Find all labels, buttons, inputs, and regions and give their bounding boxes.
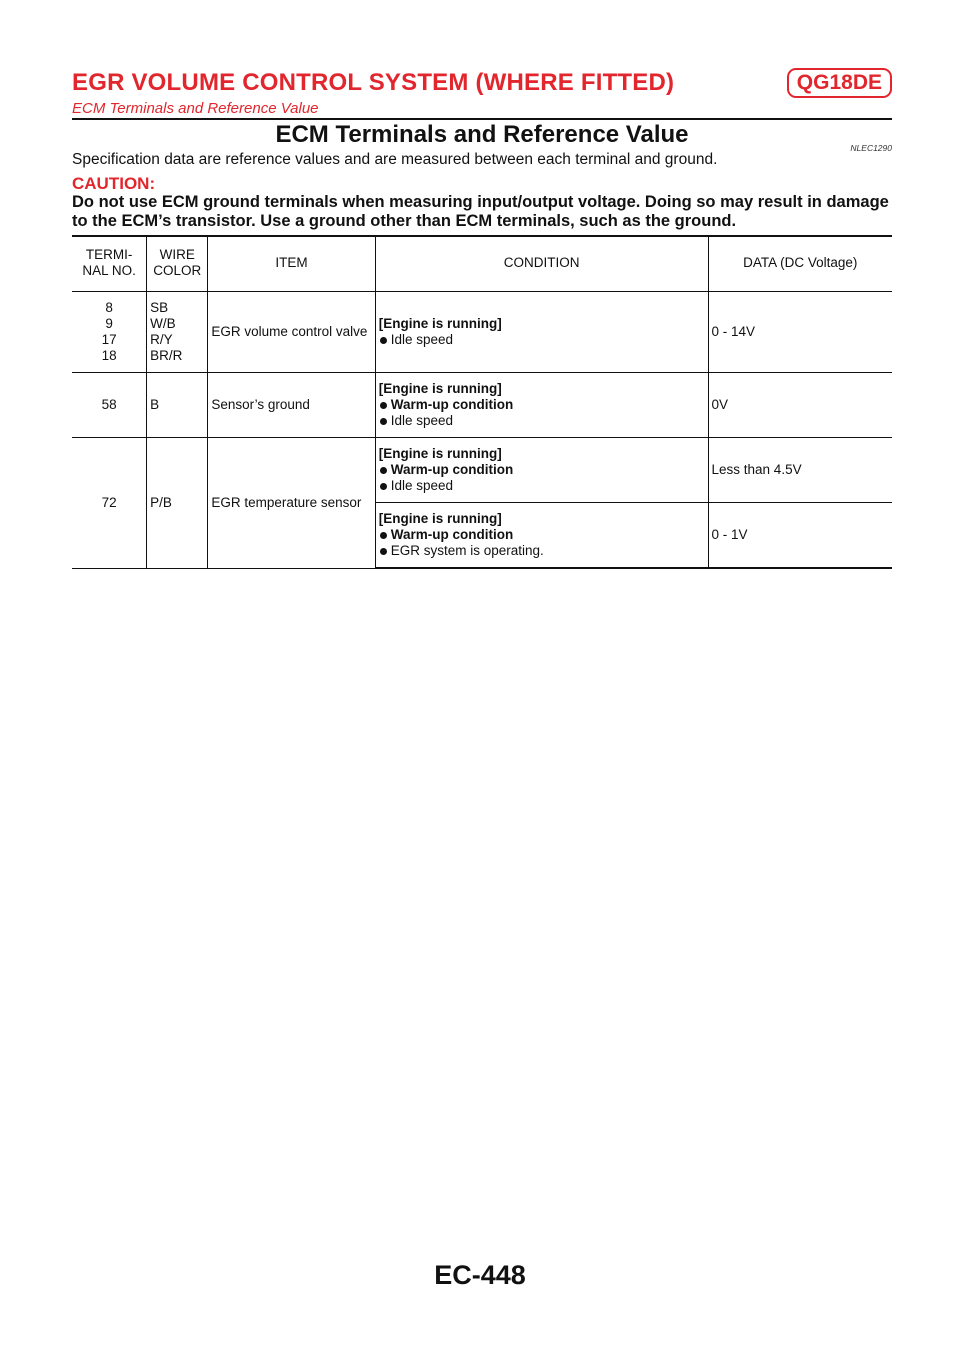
condition-cell <box>375 292 708 373</box>
condition-cell <box>375 503 708 569</box>
item-cell: EGR volume control valve <box>208 292 375 373</box>
engine-badge: QG18DE <box>787 68 892 98</box>
condition-heading: [Engine is running] <box>378 381 502 396</box>
terminal-cell-value: 8 <box>105 300 113 315</box>
condition-bullet <box>379 332 705 348</box>
table-row <box>72 373 892 438</box>
section-heading <box>72 121 892 153</box>
bullet-icon <box>380 402 387 409</box>
condition-heading: [Engine is running] <box>378 511 502 526</box>
condition-bullet <box>379 527 705 543</box>
wire-cell-value: B <box>150 397 160 412</box>
condition-bullet-text: EGR system is operating. <box>390 543 544 558</box>
terminal-table <box>72 235 892 569</box>
condition-cell <box>375 438 708 503</box>
bullet-icon <box>380 467 387 474</box>
condition-bullet-text: Warm-up condition <box>390 397 514 412</box>
wire-cell-value: W/B <box>150 316 176 331</box>
condition-cell <box>375 373 708 438</box>
caution-label: CAUTION: <box>72 174 156 193</box>
terminal-cell <box>72 438 147 569</box>
condition-bullet <box>379 397 705 413</box>
condition-bullet-text: Idle speed <box>390 478 454 493</box>
header-data: DATA (DC Voltage) <box>708 236 892 292</box>
header-terminal-label: TERMI- NAL NO. <box>82 247 136 278</box>
terminal-cell-value: 17 <box>101 332 117 347</box>
header-wire-label: WIRE COLOR <box>153 247 202 278</box>
terminal-cell-value: 9 <box>105 316 113 331</box>
page-header <box>72 68 892 117</box>
data-cell: 0V <box>708 373 892 438</box>
terminal-cell <box>72 292 147 373</box>
condition-bullet-text: Warm-up condition <box>390 462 514 477</box>
bullet-icon <box>380 532 387 539</box>
condition-bullet-text: Warm-up condition <box>390 527 514 542</box>
condition-bullet-text: Idle speed <box>390 332 454 347</box>
wire-cell-value: BR/R <box>150 348 183 363</box>
wire-cell <box>147 438 208 569</box>
intro-text: Specification data are reference values and are measured between each terminal and ground. <box>72 151 718 168</box>
data-cell: 0 - 1V <box>708 503 892 569</box>
condition-bullet <box>379 413 705 429</box>
header-subtitle: ECM Terminals and Reference Value <box>72 100 319 117</box>
wire-cell <box>147 292 208 373</box>
item-cell: Sensor’s ground <box>208 373 375 438</box>
condition-heading: [Engine is running] <box>378 446 502 461</box>
terminal-cell <box>72 373 147 438</box>
section-code: NLEC1290 <box>850 143 892 153</box>
table-row <box>72 438 892 503</box>
data-cell: Less than 4.5V <box>708 438 892 503</box>
item-cell: EGR temperature sensor <box>208 438 375 569</box>
header-wire-color <box>147 236 208 292</box>
table-body <box>72 292 892 569</box>
table-row <box>72 292 892 373</box>
condition-bullet <box>379 543 705 559</box>
header-condition: CONDITION <box>375 236 708 292</box>
bullet-icon <box>380 337 387 344</box>
wire-cell <box>147 373 208 438</box>
terminal-cell-value: 72 <box>101 494 117 510</box>
condition-bullet <box>379 478 705 494</box>
header-divider <box>72 118 892 120</box>
terminal-cell-value: 18 <box>101 348 117 363</box>
condition-heading: [Engine is running] <box>378 316 502 331</box>
bullet-icon <box>380 483 387 490</box>
condition-bullet <box>379 462 705 478</box>
wire-cell-value: SB <box>150 300 169 315</box>
header-item: ITEM <box>208 236 375 292</box>
header-terminal <box>72 236 147 292</box>
table-header-row <box>72 236 892 292</box>
data-cell: 0 - 14V <box>708 292 892 373</box>
condition-bullet-text: Idle speed <box>390 413 454 428</box>
page-number: EC-448 <box>434 1260 526 1290</box>
header-title: EGR VOLUME CONTROL SYSTEM (WHERE FITTED) <box>72 69 675 96</box>
terminal-cell-value: 58 <box>101 397 117 412</box>
bullet-icon <box>380 418 387 425</box>
wire-cell-value: P/B <box>150 494 172 510</box>
wire-cell-value: R/Y <box>150 332 173 347</box>
section-title: ECM Terminals and Reference Value <box>275 121 689 148</box>
caution-text: Do not use ECM ground terminals when measuring input/output voltage. Doing so may result in damage to the ECM’s transistor. Use a ground other than ECM terminals, such as the ground. <box>72 193 889 230</box>
bullet-icon <box>380 548 387 555</box>
